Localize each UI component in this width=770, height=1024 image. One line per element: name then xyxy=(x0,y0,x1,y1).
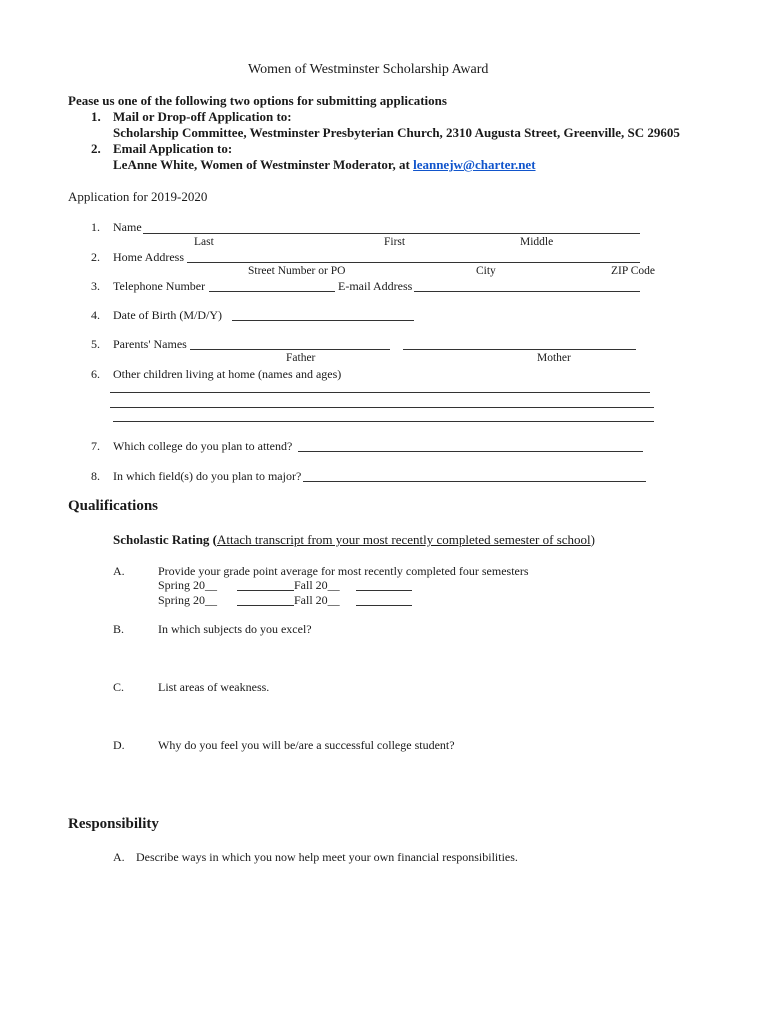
qual-a-letter: A. xyxy=(113,564,125,578)
option1-num: 1. xyxy=(91,109,101,124)
responsibility-heading: Responsibility xyxy=(68,816,159,832)
qual-b-letter: B. xyxy=(113,622,125,636)
option1-heading: Mail or Drop-off Application to: xyxy=(113,109,292,124)
option2-num: 2. xyxy=(91,141,101,156)
option1-detail: Scholarship Committee, Westminster Presbyterian Church, 2310 Augusta Street, Greenville, SC 29605 xyxy=(113,125,680,140)
options-intro: Pease us one of the following two options for submitting applications xyxy=(68,93,447,108)
name-sub-middle: Middle xyxy=(520,236,554,248)
name-sub-first: First xyxy=(384,236,406,248)
resp-a-letter: A. xyxy=(113,850,125,864)
gpa-spring-1-line[interactable] xyxy=(237,590,294,591)
address-label: Home Address xyxy=(113,250,184,264)
gpa-fall-1-label: Fall 20__ xyxy=(294,578,340,592)
name-label: Name xyxy=(113,220,142,234)
scholastic-instruction: Attach transcript from your most recently completed semester of school xyxy=(217,532,591,547)
gpa-spring-2-label: Spring 20__ xyxy=(158,593,218,607)
gpa-spring-1-label: Spring 20__ xyxy=(158,578,218,592)
telephone-line[interactable] xyxy=(209,291,335,292)
address-sub-city: City xyxy=(476,265,496,277)
children-line-1[interactable] xyxy=(110,392,650,393)
application-year: Application for 2019-2020 xyxy=(68,189,208,204)
option2-detail xyxy=(113,157,536,173)
gpa-fall-1-line[interactable] xyxy=(356,590,412,591)
option2-detail-prefix: LeAnne White, Women of Westminster Moderator, at xyxy=(113,157,414,172)
major-label: In which field(s) do you plan to major? xyxy=(113,469,302,483)
name-line[interactable] xyxy=(143,233,640,234)
field4-num: 4. xyxy=(91,308,100,322)
children-line-3[interactable] xyxy=(113,421,654,422)
qual-c-text: List areas of weakness. xyxy=(158,680,270,694)
gpa-fall-2-label: Fall 20__ xyxy=(294,593,340,607)
scholastic-rating xyxy=(113,532,595,548)
resp-a-text: Describe ways in which you now help meet your own financial responsibilities. xyxy=(136,850,518,864)
scholastic-label: Scholastic Rating ( xyxy=(113,532,217,547)
major-line[interactable] xyxy=(303,481,646,482)
address-sub-zip: ZIP Code xyxy=(611,265,655,277)
field7-num: 7. xyxy=(91,439,100,453)
mother-line[interactable] xyxy=(403,349,636,350)
children-line-2[interactable] xyxy=(110,407,654,408)
email-link[interactable]: leannejw@charter.net xyxy=(413,157,536,172)
college-label: Which college do you plan to attend? xyxy=(113,439,293,453)
dob-label: Date of Birth (M/D/Y) xyxy=(113,308,222,322)
father-line[interactable] xyxy=(190,349,390,350)
parents-label: Parents' Names xyxy=(113,337,187,351)
gpa-fall-2-line[interactable] xyxy=(356,605,412,606)
dob-line[interactable] xyxy=(232,320,414,321)
option2-heading: Email Application to: xyxy=(113,141,233,156)
page-title: Women of Westminster Scholarship Award xyxy=(248,62,489,77)
gpa-spring-2-line[interactable] xyxy=(237,605,294,606)
field5-num: 5. xyxy=(91,337,100,351)
qual-d-text: Why do you feel you will be/are a successful college student? xyxy=(158,738,455,752)
field8-num: 8. xyxy=(91,469,100,483)
qual-d-letter: D. xyxy=(113,738,125,752)
field3-num: 3. xyxy=(91,279,100,293)
email-line[interactable] xyxy=(414,291,640,292)
parents-sub-father: Father xyxy=(286,352,316,364)
qual-c-letter: C. xyxy=(113,680,125,694)
telephone-label: Telephone Number xyxy=(113,279,206,293)
qual-a-text: Provide your grade point average for most recently completed four semesters xyxy=(158,564,529,578)
qual-b-text: In which subjects do you excel? xyxy=(158,622,312,636)
address-line[interactable] xyxy=(187,262,640,263)
parents-sub-mother: Mother xyxy=(537,352,571,364)
email-label: E-mail Address xyxy=(338,279,413,293)
name-sub-last: Last xyxy=(194,236,214,248)
field2-num: 2. xyxy=(91,250,100,264)
field1-num: 1. xyxy=(91,220,100,234)
address-sub-street: Street Number or PO xyxy=(248,265,346,277)
qualifications-heading: Qualifications xyxy=(68,498,159,514)
college-line[interactable] xyxy=(298,451,643,452)
scholastic-close: ) xyxy=(590,532,595,547)
field6-num: 6. xyxy=(91,367,100,381)
children-label: Other children living at home (names and ages) xyxy=(113,367,342,381)
